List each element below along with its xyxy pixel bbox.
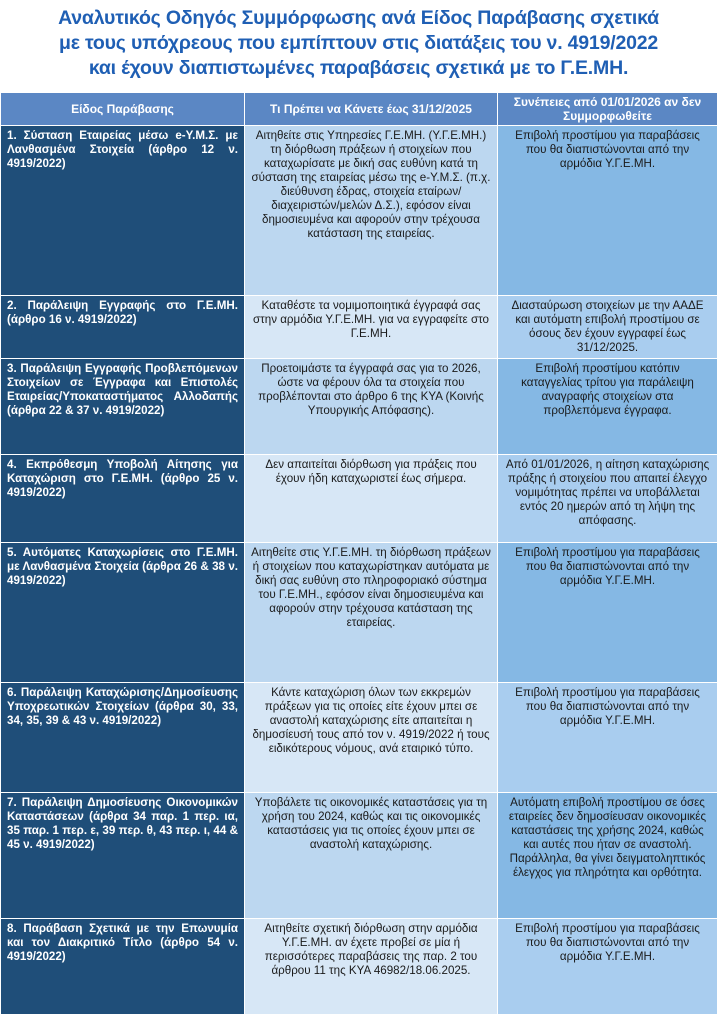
consequence-cell: Επιβολή προστίμου για παραβάσεις που θα διαπιστώνονται από την αρμόδια Υ.Γ.Ε.ΜΗ. — [498, 126, 717, 296]
consequence-cell: Επιβολή προστίμου για παραβάσεις που θα διαπιστώνονται από την αρμόδια Υ.Γ.Ε.ΜΗ. — [498, 543, 717, 683]
consequence-cell: Αυτόματη επιβολή προστίμου σε όσες εταιρείες δεν δημοσίευσαν οικονομικές καταστάσεις της χρήσης 2024, καθώς και αυτές που ήταν σε αναστολή. Παράλληλα, θα γίνει δειγματοληπτικός έλεγχος για πληρότητα και ορθότητα. — [498, 793, 717, 919]
required-action-cell: Κάντε καταχώριση όλων των εκκρεμών πράξεων για τις οποίες είτε έχουν μπει σε αναστολή καταχώρισης είτε απαιτείται η δημοσίευσή τους από τον ν. 4919/2022 ή τους ειδικότερους νόμους, ανά εταιρικό τύπο. — [245, 683, 498, 793]
required-action-cell: Αιτηθείτε στις Υπηρεσίες Γ.Ε.ΜΗ. (Υ.Γ.Ε.ΜΗ.) τη διόρθωση πράξεων ή στοιχείων που καταχωρίσατε με δική σας ευθύνη κατά τη σύσταση της εταιρείας μέσω της e-Υ.Μ.Σ. (π.χ. διεύθυνση έδρας, στοιχεία εταίρων/διαχειριστών/μελών Δ.Σ.), εφόσον είναι δημοσιευμένα και αφορούν στην τρέχουσα κατάσταση της εταιρείας. — [245, 126, 498, 296]
table-row — [1, 683, 717, 793]
consequence-cell: Διασταύρωση στοιχείων με την ΑΑΔΕ και αυτόματη επιβολή προστίμου σε όσους δεν έχουν εγγραφεί έως 31/12/2025. — [498, 296, 717, 359]
table-row — [1, 543, 717, 683]
consequence-cell: Επιβολή προστίμου κατόπιν καταγγελίας τρίτου για παράλειψη αναγραφής στοιχείων στα προβλεπόμενα έγγραφα. — [498, 359, 717, 455]
title-line-2: με τους υπόχρεους που εμπίπτουν στις διατάξεις του ν. 4919/2022 — [58, 32, 659, 54]
violation-type-cell: 2. Παράλειψη Εγγραφής στο Γ.Ε.ΜΗ. (άρθρο 16 ν. 4919/2022) — [1, 296, 245, 359]
violation-type-cell: 6. Παράλειψη Καταχώρισης/Δημοσίευσης Υποχρεωτικών Στοιχείων (άρθρα 30, 33, 34, 35, 39 & 43 ν. 4919/2022) — [1, 683, 245, 793]
title-line-1: Αναλυτικός Οδηγός Συμμόρφωσης ανά Είδος Παράβασης σχετικά — [58, 7, 659, 29]
required-action-cell: Προετοιμάστε τα έγγραφά σας για το 2026, ώστε να φέρουν όλα τα στοιχεία που προβλέπονται στο άρθρο 6 της ΚΥΑ (Κοινής Υπουργικής Απόφασης). — [245, 359, 498, 455]
consequence-cell: Επιβολή προστίμου για παραβάσεις που θα διαπιστώνονται από την αρμόδια Υ.Γ.Ε.ΜΗ. — [498, 919, 717, 1015]
consequence-cell: Από 01/01/2026, η αίτηση καταχώρισης πράξης ή στοιχείου που απαιτεί έλεγχο νομιμότητας πρέπει να υποβάλλεται εντός 20 ημερών από τη λήψη της απόφασης. — [498, 455, 717, 543]
table-header-row — [1, 93, 717, 126]
required-action-cell: Καταθέστε τα νομιμοποιητικά έγγραφά σας στην αρμόδια Υ.Γ.Ε.ΜΗ. για να εγγραφείτε στο Γ.Ε.ΜΗ. — [245, 296, 498, 359]
required-action-cell: Αιτηθείτε σχετική διόρθωση στην αρμόδια Υ.Γ.Ε.ΜΗ. αν έχετε προβεί σε μία ή περισσότερες παραβάσεις της παρ. 2 του άρθρου 11 της ΚΥΑ 46982/18.06.2025. — [245, 919, 498, 1015]
title-line-3: και έχουν διαπιστωμένες παραβάσεις σχετικά με το Γ.Ε.ΜΗ. — [88, 57, 629, 79]
required-action-cell: Υποβάλετε τις οικονομικές καταστάσεις για τη χρήση του 2024, καθώς και τις οικονομικές καταστάσεις για τις οποίες έχουν μπει σε αναστολή καταχώρισης. — [245, 793, 498, 919]
table-row — [1, 126, 717, 296]
compliance-table — [0, 92, 717, 1015]
violation-type-cell: 8. Παράβαση Σχετικά με την Επωνυμία και τον Διακριτικό Τίτλο (άρθρο 54 ν. 4919/2022) — [1, 919, 245, 1015]
violation-type-cell: 5. Αυτόματες Καταχωρίσεις στο Γ.Ε.ΜΗ. με Λανθασμένα Στοιχεία (άρθρα 26 & 38 ν. 4919/2022) — [1, 543, 245, 683]
table-row — [1, 359, 717, 455]
table-row — [1, 455, 717, 543]
violation-type-cell: 3. Παράλειψη Εγγραφής Προβλεπόμενων Στοιχείων σε Έγγραφα και Επιστολές Εταιρείας/Υποκαταστήματος Αλλοδαπής (άρθρα 22 & 37 ν. 4919/2022) — [1, 359, 245, 455]
required-action-cell: Δεν απαιτείται διόρθωση για πράξεις που έχουν ήδη καταχωριστεί έως σήμερα. — [245, 455, 498, 543]
header-consequences: Συνέπειες από 01/01/2026 αν δεν Συμμορφωθείτε — [498, 93, 717, 126]
table-row — [1, 793, 717, 919]
table-row — [1, 296, 717, 359]
header-required-action: Τι Πρέπει να Κάνετε έως 31/12/2025 — [245, 93, 498, 126]
header-violation-type: Είδος Παράβασης — [1, 93, 245, 126]
violation-type-cell: 7. Παράλειψη Δημοσίευσης Οικονομικών Καταστάσεων (άρθρα 34 παρ. 1 περ. ια, 35 παρ. 1 περ. ε, 39 περ. θ, 43 περ. ι, 44 & 45 ν. 4919/2022) — [1, 793, 245, 919]
violation-type-cell: 4. Εκπρόθεσμη Υποβολή Αίτησης για Καταχώριση στο Γ.Ε.ΜΗ. (άρθρο 25 ν. 4919/2022) — [1, 455, 245, 543]
consequence-cell: Επιβολή προστίμου για παραβάσεις που θα διαπιστώνονται από την αρμόδια Υ.Γ.Ε.ΜΗ. — [498, 683, 717, 793]
violation-type-cell: 1. Σύσταση Εταιρείας μέσω e-Υ.Μ.Σ. με Λανθασμένα Στοιχεία (άρθρο 12 ν. 4919/2022) — [1, 126, 245, 296]
required-action-cell: Αιτηθείτε στις Υ.Γ.Ε.ΜΗ. τη διόρθωση πράξεων ή στοιχείων που καταχωρίστηκαν αυτόματα με δική σας ευθύνη στο πληροφοριακό σύστημα του Γ.Ε.ΜΗ., εφόσον είναι δημοσιευμένα και αφορούν στην τρέχουσα κατάσταση της εταιρείας. — [245, 543, 498, 683]
table-row — [1, 919, 717, 1015]
document-title — [0, 0, 717, 84]
